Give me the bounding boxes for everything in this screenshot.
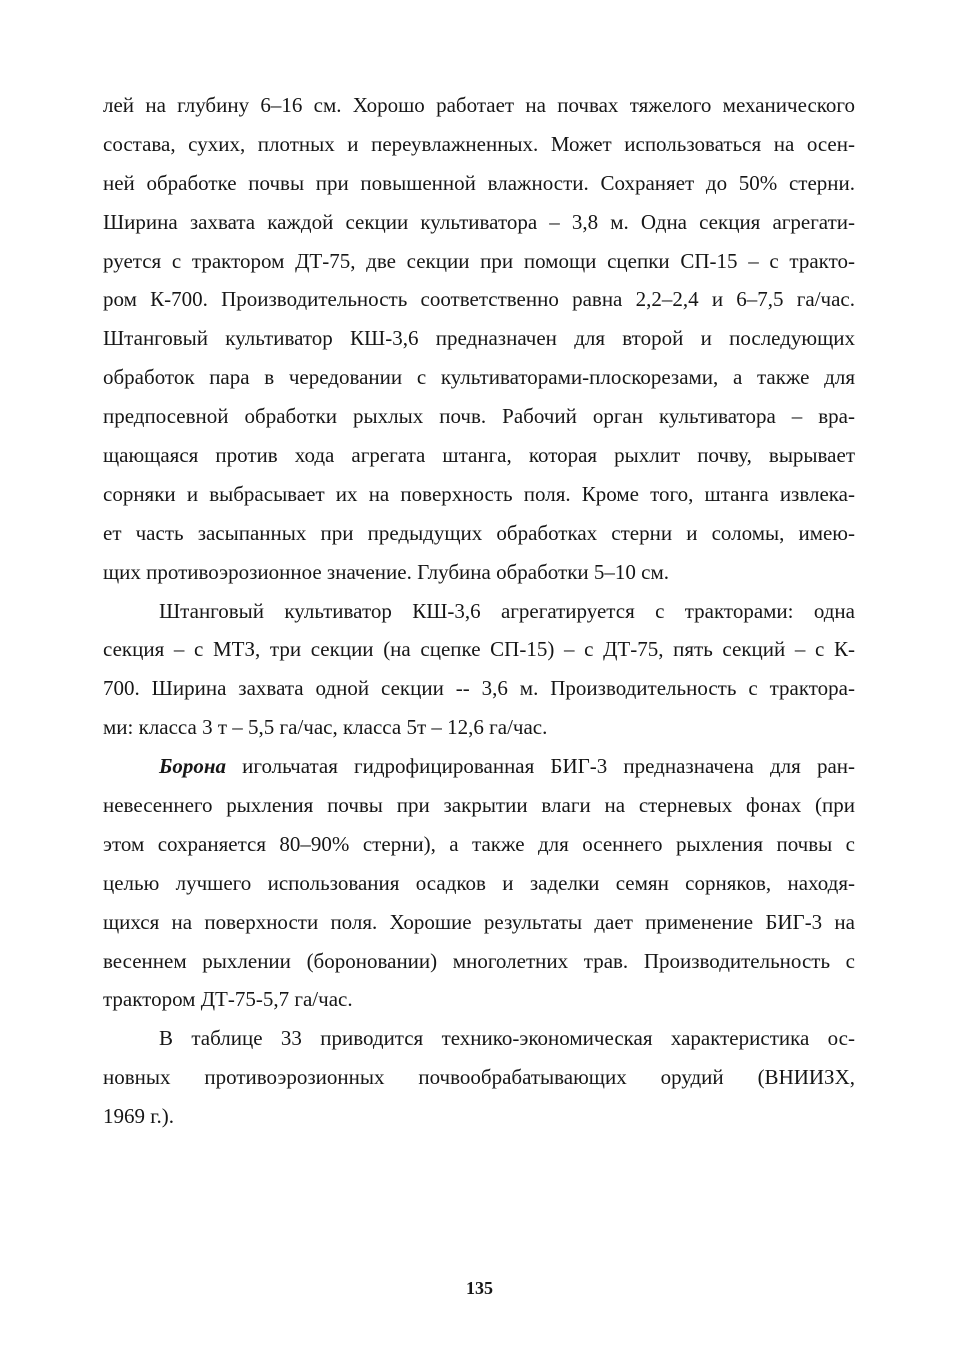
text-line-rest: игольчатая гидрофицированная БИГ-3 предназначена для ран-: [226, 754, 855, 779]
text-line: весеннем рыхлении (бороновании) многолетних трав. Производительность с: [103, 948, 855, 973]
text-line: Штанговый культиватор КШ-3,6 предназначен для второй и последующих: [103, 326, 855, 351]
text-line: невесеннего рыхления почвы при закрытии влаги на стерневых фонах (при: [103, 793, 855, 818]
emphasized-term: Борона: [159, 754, 226, 779]
text-line: состава, сухих, плотных и переувлажненных. Может использоваться на осен-: [103, 131, 855, 156]
body-text: [103, 86, 855, 1136]
text-line: обработок пара в чередовании с культиваторами-плоскорезами, а также для: [103, 365, 855, 390]
text-line: предпосевной обработки рыхлых почв. Рабочий орган культиватора – вра-: [103, 404, 855, 429]
text-line: сорняки и выбрасывает их на поверхность поля. Кроме того, штанга извлека-: [103, 481, 855, 506]
paragraph-1: [103, 86, 855, 592]
text-line: секция – с МТЗ, три секции (на сцепке СП-15) – с ДТ-75, пять секций – с К-: [103, 637, 855, 662]
text-line: лей на глубину 6–16 см. Хорошо работает на почвах тяжелого механического: [103, 93, 855, 117]
text-line: щихся на поверхности поля. Хорошие результаты дает применение БИГ-3 на: [103, 909, 855, 934]
text-line: 700. Ширина захвата одной секции -- 3,6 м. Производительность с трактора-: [103, 676, 855, 701]
text-line: этом сохраняется 80–90% стерни), а также для осеннего рыхления почвы с: [103, 831, 855, 856]
text-line: новных противоэрозионных почвообрабатывающих орудий (ВНИИЗХ,: [103, 1065, 855, 1090]
text-line: ет часть засыпанных при предыдущих обработках стерни и соломы, имею-: [103, 520, 855, 545]
text-line: В таблице 33 приводится технико-экономическая характеристика ос-: [159, 1026, 855, 1051]
paragraph-4: [103, 1019, 855, 1136]
text-line: руется с трактором ДТ-75, две секции при помощи сцепки СП-15 – с тракто-: [103, 248, 855, 273]
paragraph-3: [103, 747, 855, 1019]
text-line: щающаяся против хода агрегата штанга, которая рыхлит почву, вырывает: [103, 443, 855, 468]
page-number: 135: [466, 1278, 493, 1298]
text-line: Ширина захвата каждой секции культиватора – 3,8 м. Одна секция агрегати-: [103, 209, 855, 234]
text-line: 1969 г.).: [103, 1104, 174, 1129]
text-line: целью лучшего использования осадков и заделки семян сорняков, находя-: [103, 870, 855, 895]
paragraph-2: [103, 592, 855, 748]
text-line: щих противоэрозионное значение. Глубина обработки 5–10 см.: [103, 559, 669, 584]
text-line: ром К-700. Производительность соответственно равна 2,2–2,4 и 6–7,5 га/час.: [103, 287, 855, 312]
text-line: Штанговый культиватор КШ-3,6 агрегатируется с тракторами: одна: [159, 598, 855, 623]
text-line: [103, 747, 855, 786]
text-line: ми: класса 3 т – 5,5 га/час, класса 5т – 12,6 га/час.: [103, 715, 548, 740]
text-line: трактором ДТ-75-5,7 га/час.: [103, 987, 353, 1012]
text-line: ней обработке почвы при повышенной влажности. Сохраняет до 50% стерни.: [103, 170, 855, 195]
